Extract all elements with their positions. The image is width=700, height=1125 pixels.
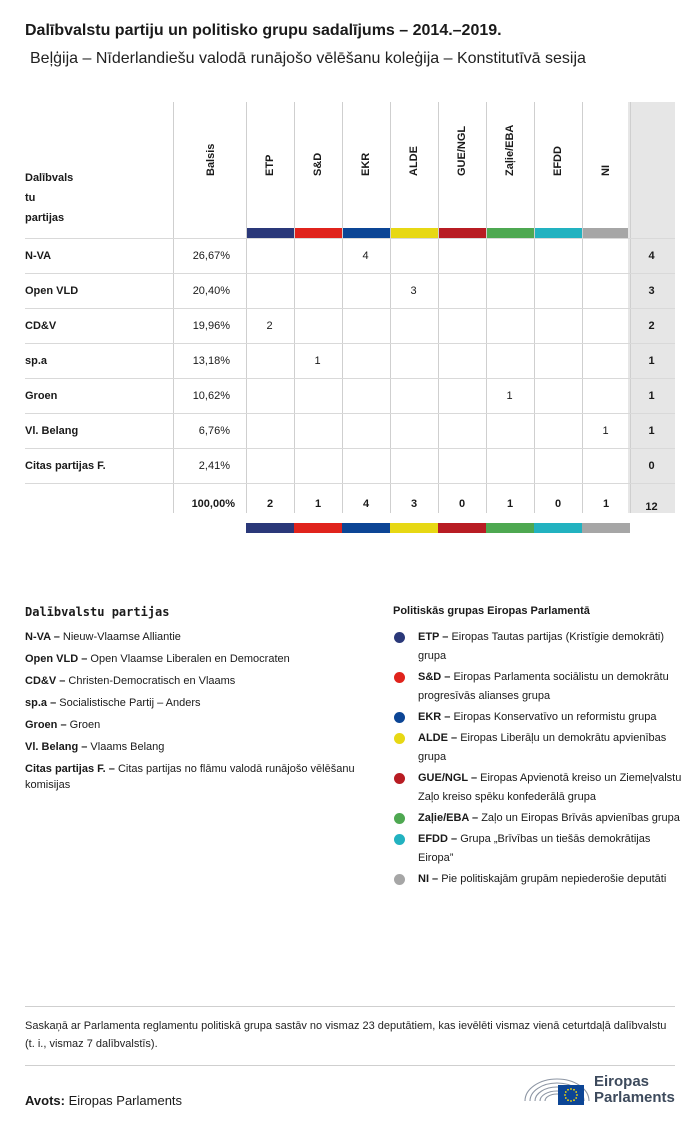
party-legend-abbr: Citas partijas F. – bbox=[25, 763, 115, 775]
seat-cell bbox=[294, 309, 341, 344]
party-legend-full: Groen bbox=[69, 719, 101, 731]
seat-cell bbox=[486, 309, 533, 344]
seat-cell bbox=[438, 344, 485, 379]
table-row bbox=[25, 448, 675, 483]
party-legend-abbr: sp.a – bbox=[25, 697, 57, 709]
seat-cell bbox=[582, 449, 629, 484]
seat-cell bbox=[486, 344, 533, 379]
group-legend bbox=[393, 605, 683, 891]
seat-cell bbox=[582, 274, 629, 309]
seat-cell bbox=[582, 379, 629, 414]
group-legend-abbr: S&D – bbox=[418, 671, 451, 683]
group-legend-abbr: Zaļie/EBA – bbox=[418, 812, 479, 824]
table-row bbox=[25, 273, 675, 308]
party-legend-item bbox=[25, 739, 365, 755]
votes-value: 13,18% bbox=[192, 355, 230, 367]
row-total-seats: 2 bbox=[648, 320, 655, 332]
seat-cell bbox=[534, 309, 581, 344]
flag-star-icon bbox=[567, 1089, 569, 1091]
party-legend-abbr: N-VA – bbox=[25, 631, 60, 643]
seat-cell bbox=[582, 344, 629, 379]
votes-value: 20,40% bbox=[192, 285, 230, 297]
group-color-dot-icon bbox=[394, 712, 405, 723]
party-name: Groen bbox=[25, 390, 58, 402]
flag-star-icon bbox=[575, 1091, 577, 1093]
group-legend-full: Eiropas Apvienotā kreiso un Ziemeļvalstu Zaļo kreiso spēku konfederālā grupa bbox=[418, 772, 682, 803]
group-header-2: EKR bbox=[360, 152, 372, 176]
group-header-1: S&D bbox=[312, 152, 324, 176]
party-legend bbox=[25, 605, 365, 799]
group-color-dot-icon bbox=[394, 672, 405, 683]
group-legend-full: Eiropas Liberāļu un demokrātu apvienības grupa bbox=[418, 732, 667, 763]
table-row bbox=[25, 238, 675, 273]
party-legend-full: Socialistische Partij – Anders bbox=[59, 697, 201, 709]
party-legend-abbr: Open VLD – bbox=[25, 653, 88, 665]
row-total-seats: 3 bbox=[648, 285, 655, 297]
party-name: CD&V bbox=[25, 320, 57, 332]
group-colorbar bbox=[534, 228, 582, 238]
seat-cell bbox=[438, 414, 485, 449]
flag-star-icon bbox=[564, 1094, 566, 1096]
votes-column-header: Balsis bbox=[205, 143, 217, 176]
party-column-header bbox=[25, 168, 73, 228]
total-seat-cell: 4 bbox=[362, 498, 370, 510]
flag-star-icon bbox=[567, 1099, 569, 1101]
total-seat-cell: 0 bbox=[458, 498, 466, 510]
group-color-dot-icon bbox=[394, 874, 405, 885]
party-legend-full: Open Vlaamse Liberalen en Democraten bbox=[90, 653, 290, 665]
seat-cell bbox=[390, 414, 437, 449]
total-seat-cell: 1 bbox=[506, 498, 514, 510]
seat-cell bbox=[246, 414, 293, 449]
group-legend-heading: Politiskās grupas Eiropas Parlamentā bbox=[393, 605, 590, 617]
party-legend-item bbox=[25, 761, 365, 793]
party-legend-full: Nieuw-Vlaamse Alliantie bbox=[62, 631, 181, 643]
seat-cell bbox=[342, 274, 389, 309]
group-colorbar bbox=[246, 228, 294, 238]
seat-cell bbox=[246, 239, 293, 274]
group-colorbar bbox=[390, 228, 438, 238]
table-row bbox=[25, 413, 675, 448]
ep-logo-line2: Parlaments bbox=[594, 1089, 675, 1106]
party-legend-item bbox=[25, 673, 365, 689]
seat-cell bbox=[534, 239, 581, 274]
seat-cell bbox=[342, 344, 389, 379]
flag-star-icon bbox=[565, 1091, 567, 1093]
seat-cell bbox=[342, 414, 389, 449]
seat-cell bbox=[294, 239, 341, 274]
seat-cell bbox=[246, 344, 293, 379]
group-legend-full: Eiropas Konservatīvo un reformistu grupa bbox=[453, 711, 657, 723]
group-colorbar bbox=[342, 228, 390, 238]
row-total-seats: 1 bbox=[648, 355, 655, 367]
votes-value: 6,76% bbox=[198, 425, 230, 437]
seat-cell bbox=[390, 239, 437, 274]
seat-cell: 2 bbox=[266, 320, 273, 332]
page-subtitle: Beļģija – Nīderlandiešu valodā runājošo vēlēšanu koleģija – Konstitutīvā sesija bbox=[30, 50, 586, 67]
row-total-seats: 1 bbox=[648, 425, 655, 437]
group-header-5: Zaļie/EBA bbox=[504, 124, 516, 176]
seat-cell bbox=[438, 309, 485, 344]
group-color-dot-icon bbox=[394, 733, 405, 744]
group-header-7: NI bbox=[600, 165, 612, 176]
flag-star-icon bbox=[575, 1097, 577, 1099]
group-header-0: ETP bbox=[264, 154, 276, 176]
table-row bbox=[25, 378, 675, 413]
group-color-dot-icon bbox=[394, 773, 405, 784]
flag-star-icon bbox=[570, 1088, 572, 1090]
seat-cell bbox=[390, 379, 437, 414]
party-legend-item bbox=[25, 629, 365, 645]
flag-star-icon bbox=[573, 1099, 575, 1101]
group-legend-abbr: NI – bbox=[418, 873, 439, 885]
table-row bbox=[25, 343, 675, 378]
group-legend-full: Eiropas Tautas partijas (Kristīgie demokrāti) grupa bbox=[418, 631, 664, 662]
seat-cell bbox=[582, 309, 629, 344]
flag-star-icon bbox=[565, 1097, 567, 1099]
group-legend-full: Pie politiskajām grupām nepiederošie deputāti bbox=[441, 873, 667, 885]
group-header-4: GUE/NGL bbox=[456, 125, 468, 176]
seat-cell bbox=[486, 239, 533, 274]
votes-value: 19,96% bbox=[192, 320, 230, 332]
seat-cell bbox=[342, 309, 389, 344]
seat-cell bbox=[438, 239, 485, 274]
group-legend-item bbox=[393, 870, 683, 889]
party-legend-item bbox=[25, 717, 365, 733]
seat-cell bbox=[438, 274, 485, 309]
table-header bbox=[25, 102, 675, 238]
group-legend-abbr: ALDE – bbox=[418, 732, 458, 744]
group-legend-item bbox=[393, 628, 683, 666]
seat-cell bbox=[582, 239, 629, 274]
party-header-line: partijas bbox=[25, 212, 65, 224]
votes-value: 26,67% bbox=[192, 250, 230, 262]
party-legend-abbr: CD&V – bbox=[25, 675, 66, 687]
group-colorbar bbox=[294, 228, 342, 238]
total-seat-cell: 3 bbox=[410, 498, 418, 510]
party-name: Open VLD bbox=[25, 285, 79, 297]
total-seat-cell: 0 bbox=[554, 498, 562, 510]
party-name: Vl. Belang bbox=[25, 425, 79, 437]
group-header-6: EFDD bbox=[552, 146, 564, 176]
seat-cell bbox=[342, 379, 389, 414]
seat-cell bbox=[486, 449, 533, 484]
seat-cell: 1 bbox=[506, 390, 513, 402]
seat-cell bbox=[246, 449, 293, 484]
seat-cell bbox=[342, 449, 389, 484]
group-colorbar bbox=[486, 228, 534, 238]
row-total-seats: 1 bbox=[648, 390, 655, 402]
source bbox=[25, 1093, 182, 1108]
party-header-line: tu bbox=[25, 192, 36, 204]
seat-cell bbox=[534, 449, 581, 484]
grand-total-seats: 12 bbox=[645, 501, 658, 513]
seat-cell bbox=[534, 274, 581, 309]
group-legend-item bbox=[393, 668, 683, 706]
source-value: Eiropas Parlaments bbox=[68, 1093, 183, 1108]
party-legend-full: Citas partijas no flāmu valodā runājošo vēlēšanu komisijas bbox=[25, 763, 355, 791]
seat-cell: 1 bbox=[314, 355, 321, 367]
party-name: N-VA bbox=[25, 250, 52, 262]
group-colorbar bbox=[582, 228, 630, 238]
seat-cell bbox=[438, 379, 485, 414]
seat-cell bbox=[294, 414, 341, 449]
total-votes: 100,00% bbox=[191, 498, 235, 510]
seat-cell bbox=[246, 379, 293, 414]
seat-cell: 1 bbox=[602, 425, 609, 437]
group-legend-item bbox=[393, 769, 683, 807]
row-total-seats: 4 bbox=[648, 250, 655, 262]
party-legend-abbr: Groen – bbox=[25, 719, 67, 731]
seat-cell bbox=[438, 449, 485, 484]
page-title: Dalībvalstu partiju un politisko grupu sadalījums – 2014.–2019. bbox=[25, 22, 502, 39]
group-legend-item bbox=[393, 830, 683, 868]
group-color-dot-icon bbox=[394, 834, 405, 845]
group-legend-abbr: GUE/NGL – bbox=[418, 772, 478, 784]
seat-cell bbox=[294, 449, 341, 484]
party-legend-item bbox=[25, 695, 365, 711]
party-legend-abbr: Vl. Belang – bbox=[25, 741, 88, 753]
flag-star-icon bbox=[570, 1100, 572, 1102]
group-legend-item bbox=[393, 729, 683, 767]
total-seat-cell: 2 bbox=[266, 498, 274, 510]
group-header-3: ALDE bbox=[408, 146, 420, 176]
seat-cell bbox=[390, 449, 437, 484]
party-name: Citas partijas F. bbox=[25, 460, 106, 472]
seat-cell bbox=[534, 344, 581, 379]
group-legend-full: Zaļo un Eiropas Brīvās apvienības grupa bbox=[481, 812, 680, 824]
seat-cell bbox=[486, 414, 533, 449]
group-colorbar bbox=[438, 228, 486, 238]
votes-value: 10,62% bbox=[192, 390, 230, 402]
seat-cell bbox=[390, 344, 437, 379]
ep-logo-text bbox=[594, 1074, 675, 1106]
seat-cell bbox=[486, 274, 533, 309]
flag-star-icon bbox=[576, 1094, 578, 1096]
seat-cell bbox=[294, 274, 341, 309]
party-legend-item bbox=[25, 651, 365, 667]
party-legend-full: Vlaams Belang bbox=[90, 741, 165, 753]
party-legend-heading: Dalībvalstu partijas bbox=[25, 605, 170, 619]
total-seat-cell: 1 bbox=[314, 498, 322, 510]
total-seat-cell: 1 bbox=[602, 498, 610, 510]
seat-cell bbox=[534, 379, 581, 414]
votes-value: 2,41% bbox=[198, 460, 230, 472]
seat-cell bbox=[390, 309, 437, 344]
party-legend-full: Christen-Democratisch en Vlaams bbox=[68, 675, 236, 687]
party-header-line: Dalībvals bbox=[25, 172, 74, 184]
seat-cell bbox=[294, 379, 341, 414]
group-legend-item bbox=[393, 809, 683, 828]
seat-cell bbox=[246, 274, 293, 309]
seat-cell bbox=[534, 414, 581, 449]
group-color-dot-icon bbox=[394, 632, 405, 643]
source-label: Avots: bbox=[25, 1093, 65, 1108]
footnote: Saskaņā ar Parlamenta reglamentu politiskā grupa sastāv no vismaz 23 deputātiem, kas ievēlēti vismaz vienā ceturtdaļā dalībvalstu (t. i., vismaz 7 dalībvalstīs). bbox=[25, 1006, 675, 1066]
seat-cell: 3 bbox=[410, 285, 417, 297]
ep-logo-line1: Eiropas bbox=[594, 1073, 650, 1090]
group-legend-item bbox=[393, 708, 683, 727]
group-legend-abbr: ETP – bbox=[418, 631, 449, 643]
group-legend-abbr: EFDD – bbox=[418, 833, 458, 845]
table-row bbox=[25, 308, 675, 343]
group-legend-full: Eiropas Parlamenta sociālistu un demokrātu progresīvās alianses grupa bbox=[418, 671, 669, 702]
seat-cell: 4 bbox=[362, 250, 369, 262]
totals-row bbox=[25, 483, 675, 533]
party-name: sp.a bbox=[25, 355, 48, 367]
group-legend-abbr: EKR – bbox=[418, 711, 451, 723]
row-total-seats: 0 bbox=[648, 460, 655, 472]
flag-star-icon bbox=[573, 1089, 575, 1091]
group-color-dot-icon bbox=[394, 813, 405, 824]
group-legend-full: Grupa „Brīvības un tiešās demokrātijas Eiropa” bbox=[418, 833, 651, 864]
